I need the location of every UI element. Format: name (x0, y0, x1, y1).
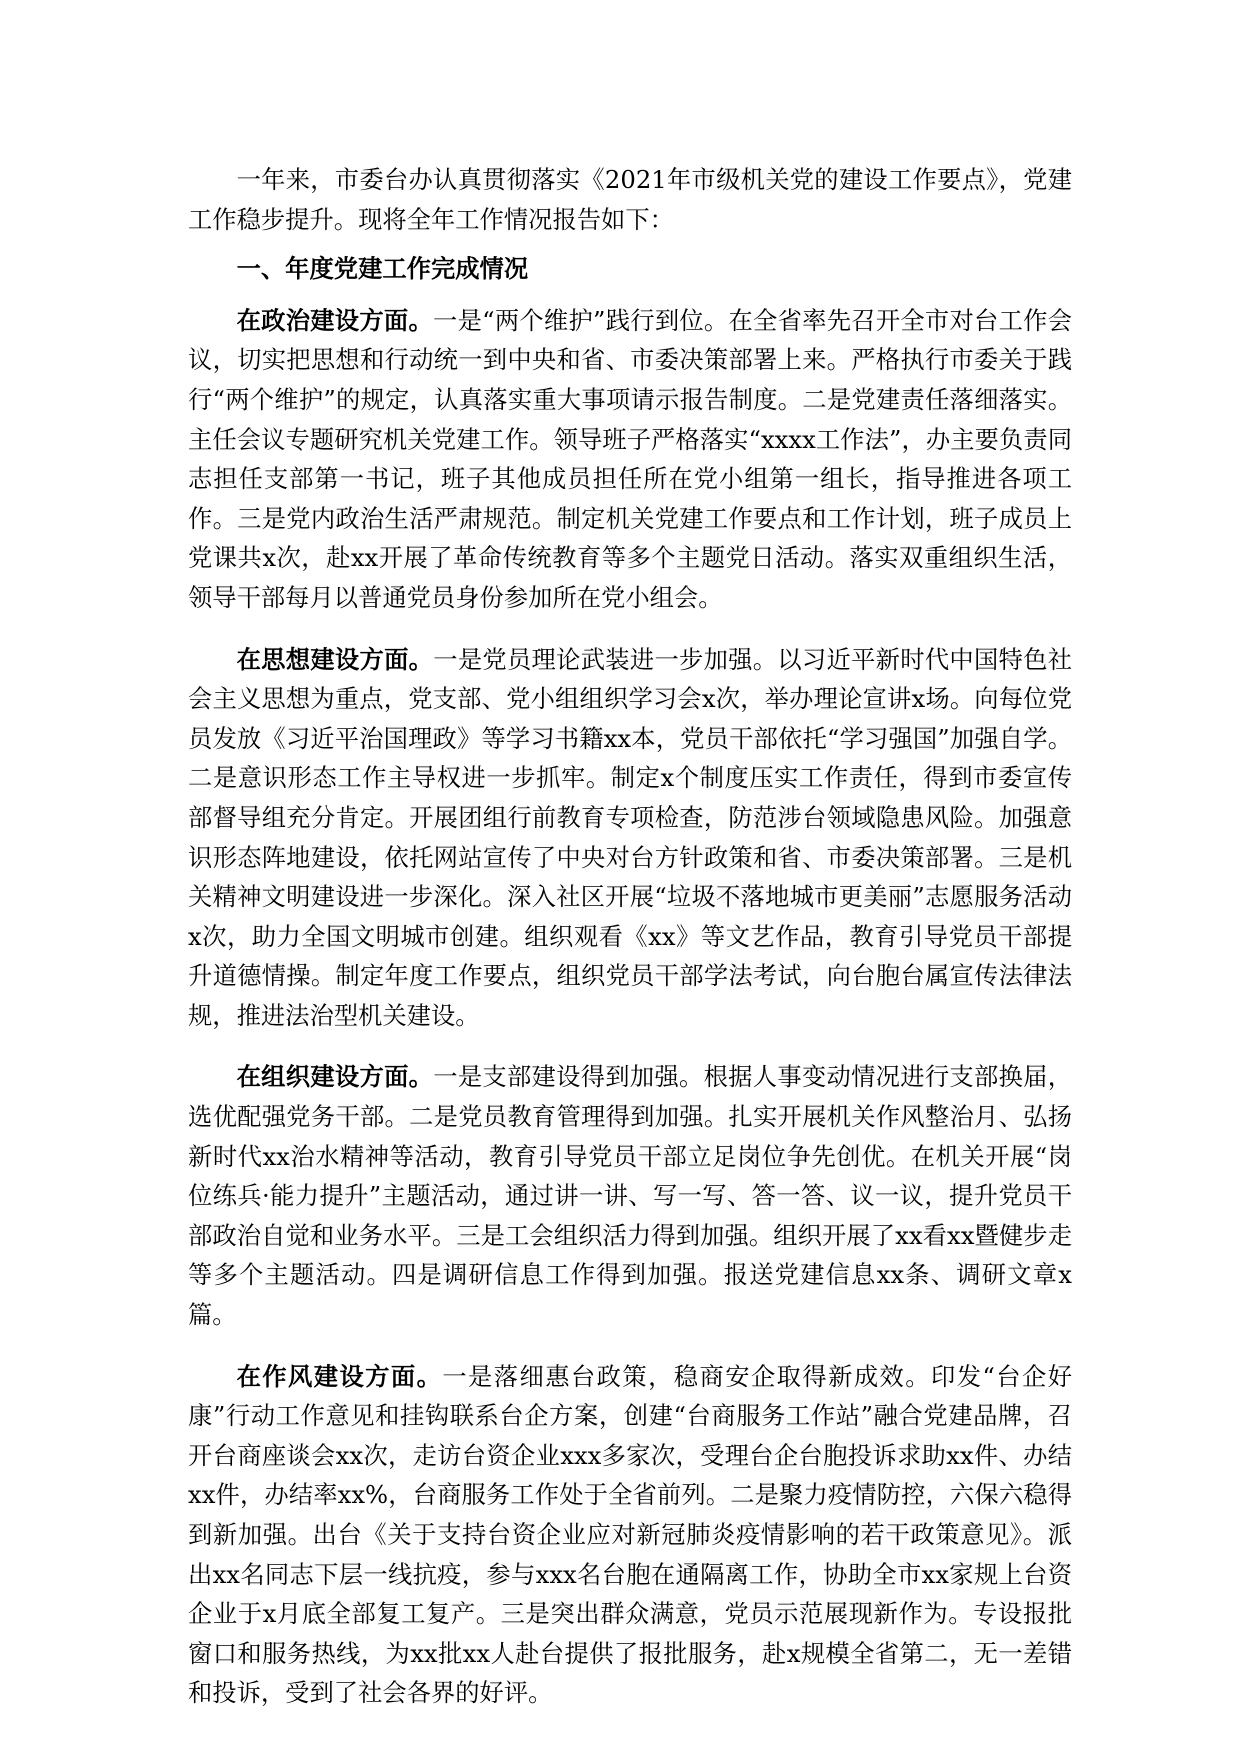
intro-paragraph: 一年来，市委台办认真贯彻落实《2021年市级机关党的建设工作要点》，党建工作稳步提升。现将全年工作情况报告如下： (188, 165, 1072, 234)
paragraph-political (188, 301, 1072, 618)
paragraph-lead: 在思想建设方面。 (236, 644, 434, 674)
paragraph-body: 一是支部建设得到加强。根据人事变动情况进行支部换届，选优配强党务干部。二是党员教育管理得到加强。扎实开展机关作风整治月、弘扬新时代xx治水精神等活动，教育引导党员干部立足岗位争先创优。在机关开展“岗位练兵·能力提升”主题活动，通过讲一讲、写一写、答一答、议一议，提升党员干部政治自觉和业务水平。三是工会组织活力得到加强。组织开展了xx看xx暨健步走等多个主题活动。四是调研信息工作得到加强。报送党建信息xx条、调研文章x篇。 (188, 1062, 1073, 1330)
paragraph-work-style (188, 1357, 1072, 1713)
paragraph-body: 一是落细惠台政策，稳商安企取得新成效。印发“台企好康”行动工作意见和挂钩联系台企方案，创建“台商服务工作站”融合党建品牌，召开台商座谈会xx次，走访台资企业xxx多家次，受理台企台胞投诉求助xx件、办结xx件，办结率xx%，台商服务工作处于全省前列。二是聚力疫情防控，六保六稳得到新加强。出台《关于支持台资企业应对新冠肺炎疫情影响的若干政策意见》。派出xx名同志下层一线抗疫，参与xxx名台胞在通隔离工作，协助全市xx家规上台资企业于x月底全部复工复产。三是突出群众满意，党员示范展现新作为。专设报批窗口和服务热线，为xx批xx人赴台提供了报批服务，赴x规模全省第二，无一差错和投诉，受到了社会各界的好评。 (188, 1361, 1073, 1708)
paragraph-ideological (188, 640, 1072, 1036)
document-page (188, 160, 1072, 1735)
paragraph-organizational (188, 1057, 1072, 1334)
paragraph-lead: 在作风建设方面。 (236, 1361, 443, 1391)
paragraph-body: 一是党员理论武装进一步加强。以习近平新时代中国特色社会主义思想为重点，党支部、党小组组织学习会x次，举办理论宣讲x场。向每位党员发放《习近平治国理政》等学习书籍xx本，党员干部依托“学习强国”加强自学。二是意识形态工作主导权进一步抓牢。制定x个制度压实工作责任，得到市委宣传部督导组充分肯定。开展团组行前教育专项检查，防范涉台领域隐患风险。加强意识形态阵地建设，依托网站宣传了中央对台方针政策和省、市委决策部署。三是机关精神文明建设进一步深化。深入社区开展“垃圾不落地城市更美丽”志愿服务活动x次，助力全国文明城市创建。组织观看《xx》等文艺作品，教育引导党员干部提升道德情操。制定年度工作要点，组织党员干部学法考试，向台胞台属宣传法律法规，推进法治型机关建设。 (188, 644, 1073, 1030)
paragraph-lead: 在政治建设方面。 (236, 305, 434, 335)
paragraph-body: 一是“两个维护”践行到位。在全省率先召开全市对台工作会议，切实把思想和行动统一到中央和省、市委决策部署上来。严格执行市委关于践行“两个维护”的规定，认真落实重大事项请示报告制度。二是党建责任落细落实。主任会议专题研究机关党建工作。领导班子严格落实“xxxx工作法”，办主要负责同志担任支部第一书记，班子其他成员担任所在党小组第一组长，指导推进各项工作。三是党内政治生活严肃规范。制定机关党建工作要点和工作计划，班子成员上党课共x次，赴xx开展了革命传统教育等多个主题党日活动。落实双重组织生活，领导干部每月以普通党员身份参加所在党小组会。 (188, 305, 1072, 612)
section-heading: 一、年度党建工作完成情况 (236, 254, 529, 284)
paragraph-lead: 在组织建设方面。 (236, 1062, 434, 1092)
